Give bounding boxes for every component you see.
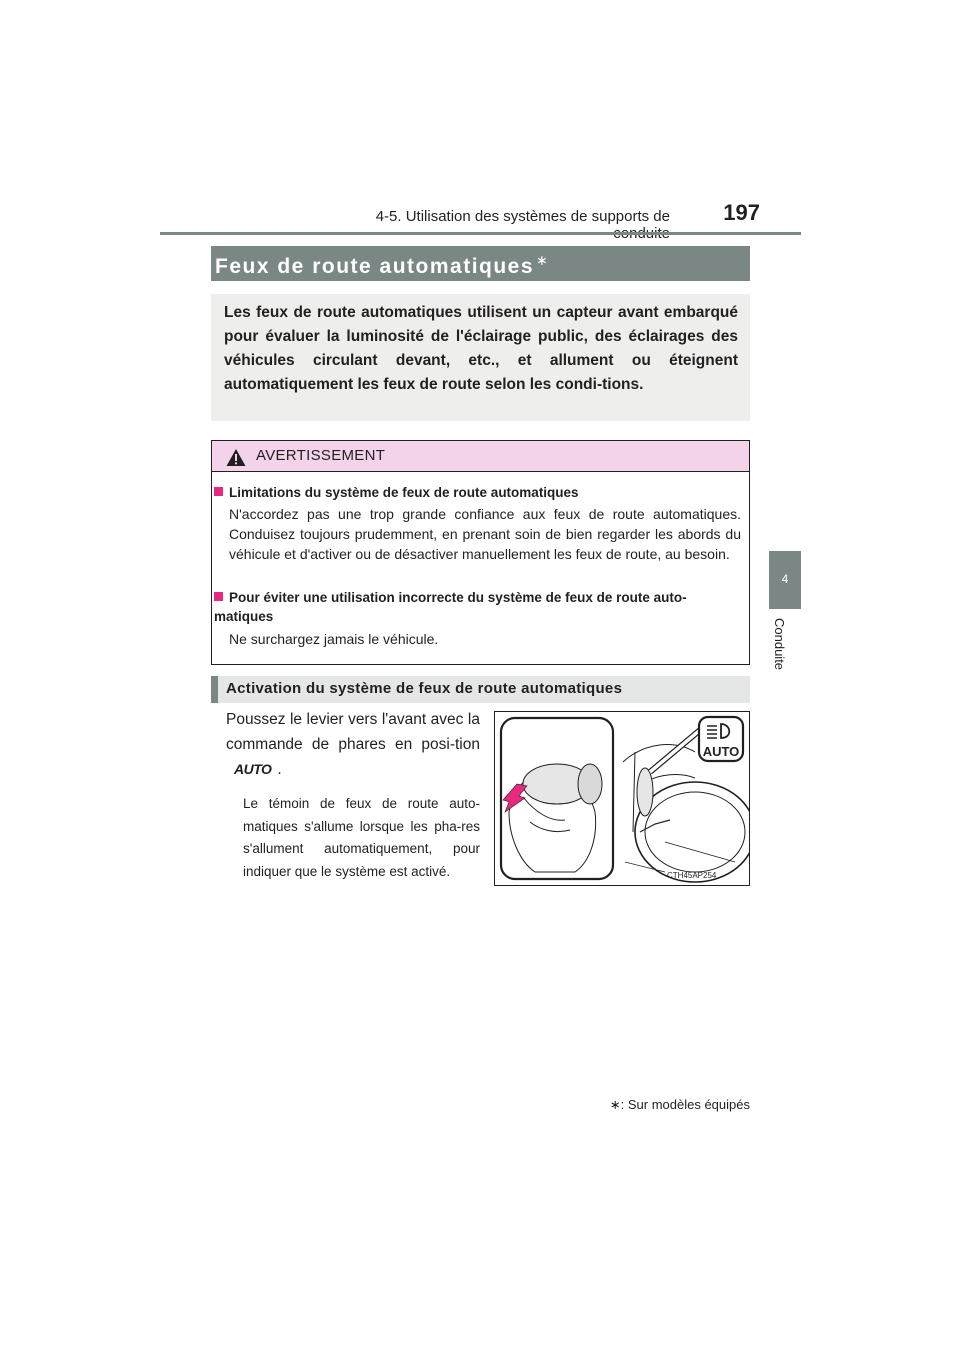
section-title-text: Feux de route automatiques — [215, 255, 535, 278]
figure-code: CTH45AP254 — [667, 871, 717, 880]
warning-title: AVERTISSEMENT — [256, 447, 386, 464]
intro-box — [211, 294, 750, 421]
bullet-square-icon — [214, 592, 223, 601]
step-instruction: Poussez le levier vers l'avant avec la commande de phares en posi-tionAUTO . — [226, 707, 480, 782]
equipped-models-marker: ∗ — [536, 252, 550, 268]
step-note: Le témoin de feux de route auto-matiques s'allume lorsque les pha-res s'allument automatiquement, pour indiquer que le système est activé. — [243, 796, 480, 879]
footnote: ∗: Sur modèles équipés — [609, 1097, 750, 1112]
subsection-accent — [211, 676, 218, 703]
lever-drawing — [495, 712, 749, 885]
section-title — [215, 252, 549, 279]
chapter-label: Conduite — [772, 618, 787, 671]
lever-illustration — [494, 711, 750, 886]
header-rule — [160, 232, 801, 235]
warning-item-title: Limitations du système de feux de route automatiques — [214, 483, 744, 502]
warning-item-body: Ne surchargez jamais le véhicule. — [229, 631, 439, 647]
figure-auto-label: AUTO — [702, 744, 740, 759]
warning-item-body: N'accordez pas une trop grande confiance aux feux de route automatiques. Conduisez toujours prudemment, en prenant soin de bien regarder les abords du véhicule et d'activer ou de désactiver manuellement les feux de route, au besoin. — [229, 506, 741, 562]
warning-triangle-icon — [226, 448, 246, 467]
running-header-section: 4-5. Utilisation des systèmes de supports de — [375, 208, 670, 225]
bullet-square-icon — [214, 487, 223, 496]
chapter-number: 4 — [781, 572, 789, 586]
warning-item-title: Pour éviter une utilisation incorrecte du système de feux de route auto-matiques — [214, 590, 687, 624]
auto-headlight-symbol: AUTO — [234, 761, 272, 777]
page-number: 197 — [723, 200, 760, 225]
intro-text: Les feux de route automatiques utilisent un capteur avant embarqué pour évaluer la luminosité de l'éclairage public, des éclairages des véhicules circulant devant, etc., et allument ou éteignent automatiquement les feux de route selon les condi-tions. — [224, 304, 738, 393]
subsection-title: Activation du système de feux de route automatiques — [226, 680, 623, 697]
